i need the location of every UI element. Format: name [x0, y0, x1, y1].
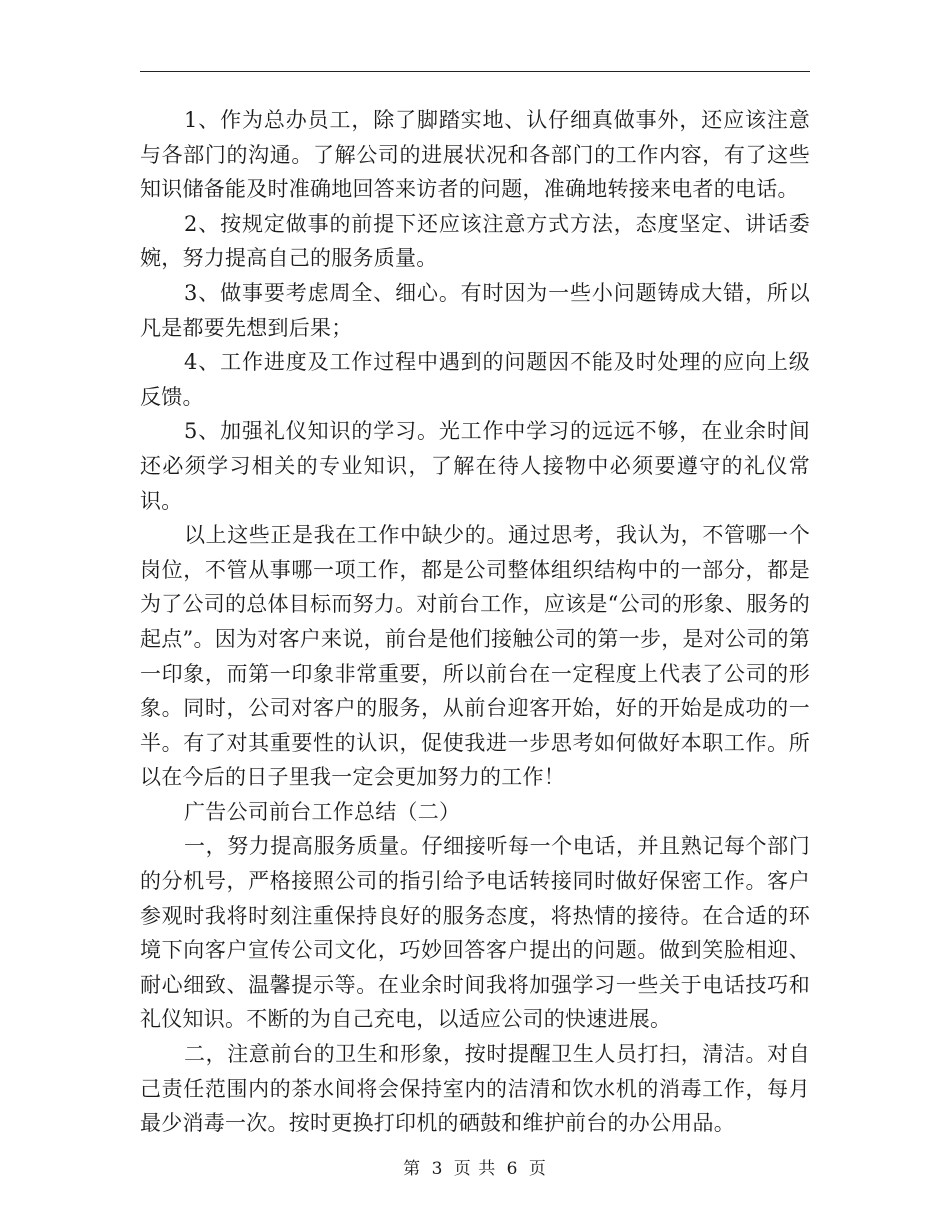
header-divider — [140, 71, 810, 72]
page-footer — [0, 1154, 950, 1179]
footer-prefix: 第 — [403, 1159, 422, 1179]
paragraph-service-quality: 一，努力提高服务质量。仔细接听每一个电话，并且熟记每个部门的分机号，严格接照公司的指引给予电话转接同时做好保密工作。客户参观时我将时刻注重保持良好的服务态度，将热情的接待。在合适的环境下向客户宣传公司文化，巧妙回答客户提出的问题。做到笑脸相迎、耐心细致、温馨提示等。在业余时间我将加强学习一些关于电话技巧和礼仪知识。不断的为自己充电，以适应公司的快速进展。 — [140, 834, 810, 1032]
current-page-number: 3 — [431, 1159, 444, 1179]
footer-mid: 页 共 — [453, 1159, 497, 1179]
paragraph-hygiene: 二，注意前台的卫生和形象，按时提醒卫生人员打扫，清洁。对自己责任范围内的茶水间将会保持室内的洁清和饮水机的消毒工作，每月最少消毒一次。按时更换打印机的硒鼓和维护前台的办公用品。 — [140, 1042, 810, 1136]
paragraph-item-3: 3、做事要考虑周全、细心。有时因为一些小问题铸成大错，所以凡是都要先想到后果； — [140, 280, 810, 340]
paragraph-item-2: 2、按规定做事的前提下还应该注意方式方法，态度坚定、讲话委婉，努力提高自己的服务质量。 — [140, 211, 810, 271]
document-body — [140, 103, 810, 1141]
total-page-count: 6 — [506, 1159, 519, 1179]
paragraph-summary: 以上这些正是我在工作中缺少的。通过思考，我认为，不管哪一个岗位，不管从事哪一项工作，都是公司整体组织结构中的一部分，都是为了公司的总体目标而努力。对前台工作，应该是“公司的形象、服务的起点”。因为对客户来说，前台是他们接触公司的第一步，是对公司的第一印象，而第一印象非常重要，所以前台在一定程度上代表了公司的形象。同时，公司对客户的服务，从前台迎客开始，好的开始是成功的一半。有了对其重要性的认识，促使我进一步思考如何做好本职工作。所以在今后的日子里我一定会更加努力的工作！ — [140, 523, 810, 790]
paragraph-item-1: 1、作为总办员工，除了脚踏实地、认仔细真做事外，还应该注意与各部门的沟通。了解公司的进展状况和各部门的工作内容，有了这些知识储备能及时准确地回答来访者的问题，准确地转接来电者的电话。 — [140, 108, 810, 202]
footer-suffix: 页 — [528, 1159, 547, 1179]
section-heading: 广告公司前台工作总结（二） — [184, 799, 461, 824]
paragraph-item-4: 4、工作进度及工作过程中遇到的问题因不能及时处理的应向上级反馈。 — [140, 350, 810, 409]
paragraph-item-5: 5、加强礼仪知识的学习。光工作中学习的远远不够，在业余时间还必须学习相关的专业知识，了解在待人接物中必须要遵守的礼仪常识。 — [140, 419, 810, 513]
